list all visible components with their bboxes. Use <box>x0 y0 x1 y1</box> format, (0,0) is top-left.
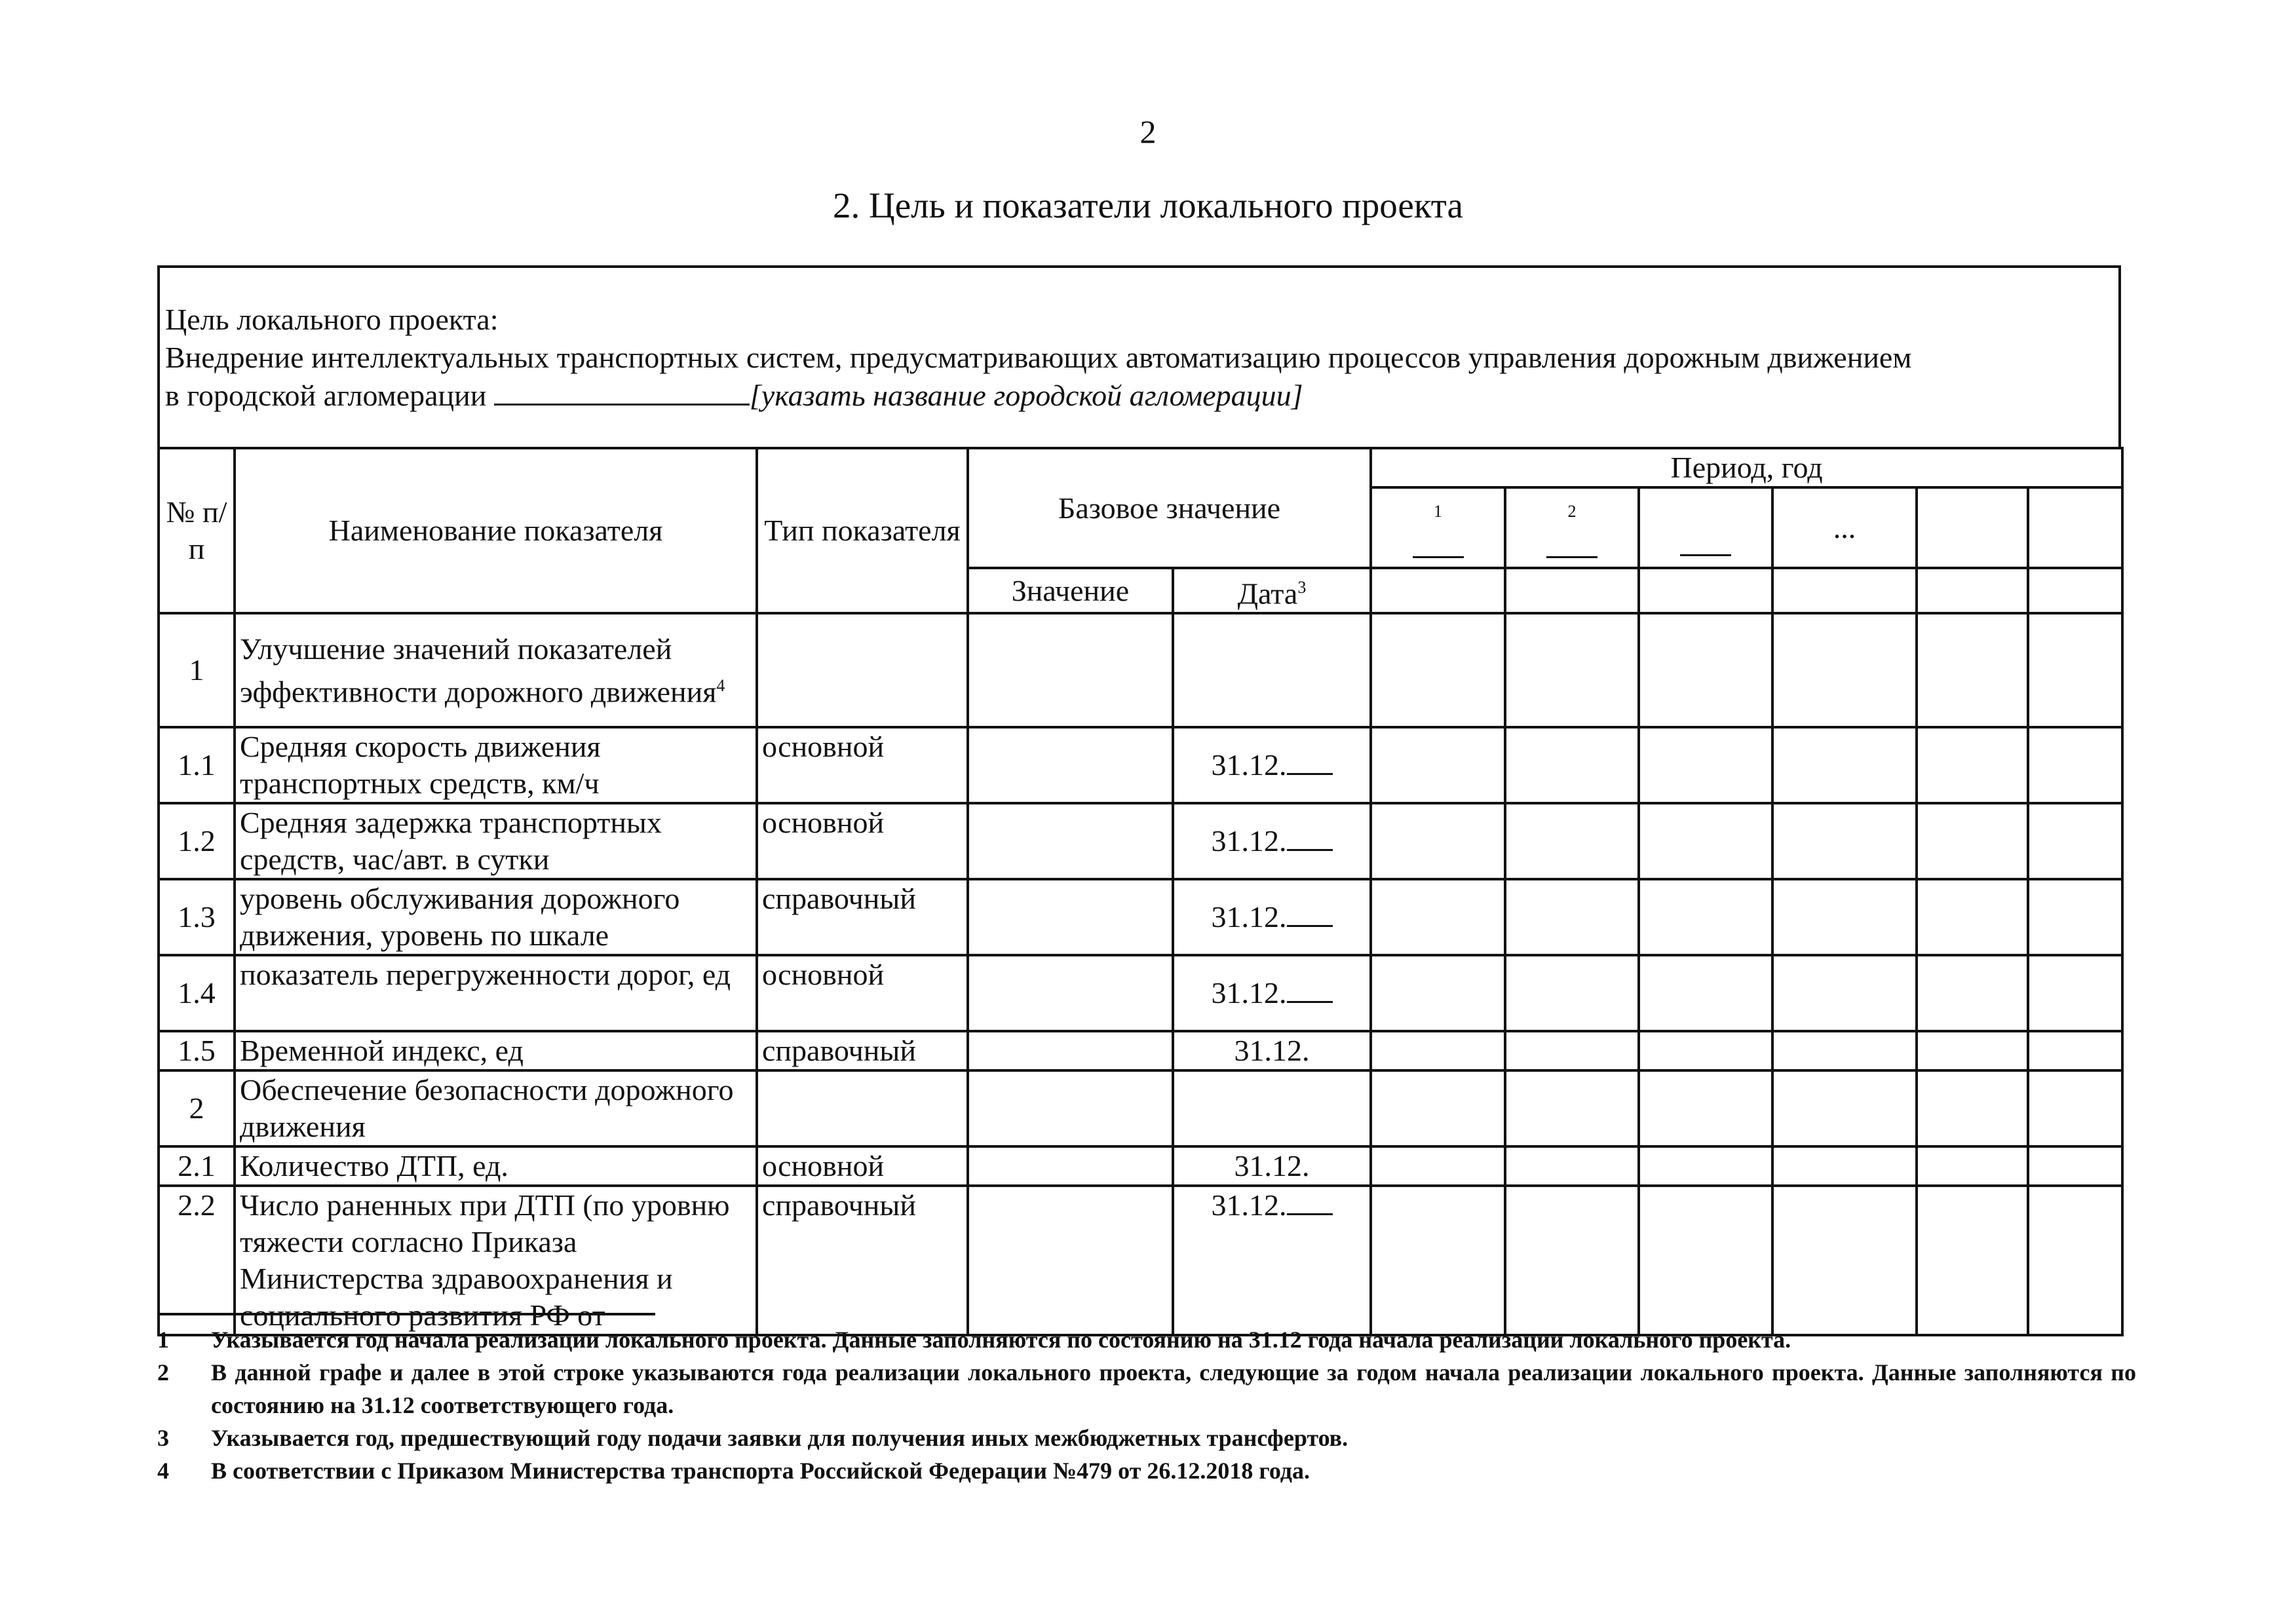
goal-label: Цель локального проекта: <box>165 303 499 336</box>
period-cell <box>2028 955 2122 1031</box>
table-row <box>159 1146 2122 1186</box>
row-value <box>968 955 1173 1031</box>
period-cell <box>2028 1031 2122 1070</box>
row-type: справочный <box>757 879 968 955</box>
table-row <box>159 613 2122 727</box>
table-row <box>159 879 2122 955</box>
row-name: Средняя задержка транспортных средств, час/авт. в сутки <box>235 803 757 879</box>
period-cell <box>1639 727 1772 803</box>
row-value <box>968 1031 1173 1070</box>
indicators-table <box>157 447 2124 1336</box>
row-name: уровень обслуживания дорожного движения, уровень по шкале <box>235 879 757 955</box>
header-period: Период, год <box>1371 448 2122 487</box>
footnote-text: В соответствии с Приказом Министерства транспорта Российской Федерации №479 от 26.12.2018 года. <box>211 1458 1311 1484</box>
period-cell <box>1772 1186 1917 1335</box>
year-ref-1: 1 <box>1434 502 1442 521</box>
row-type: основной <box>757 955 968 1031</box>
row-number: 2.2 <box>159 1186 235 1335</box>
header-date <box>1173 568 1371 613</box>
date-year-blank <box>1287 1190 1333 1215</box>
period-cell <box>1505 955 1639 1031</box>
period-cell <box>1505 1146 1639 1186</box>
year-blank-1 <box>1413 537 1464 558</box>
period-cell <box>1772 613 1917 727</box>
period-cell <box>2028 1146 2122 1186</box>
period-cell <box>1371 613 1505 727</box>
header-year-3 <box>1639 487 1772 568</box>
period-cell <box>1371 803 1505 879</box>
row-name: Обеспечение безопасности дорожного движения <box>235 1070 757 1146</box>
period-cell <box>2028 727 2122 803</box>
date-year-blank <box>1287 825 1333 851</box>
agglomeration-placeholder: [указать название городской агломерации] <box>749 379 1303 412</box>
footnote-number: 4 <box>157 1458 169 1484</box>
header-year-5 <box>1917 487 2028 568</box>
row-name: показатель перегруженности дорог, ед <box>235 955 757 1031</box>
period-cell <box>1917 955 2028 1031</box>
period-cell <box>2028 613 2122 727</box>
period-cell <box>1772 803 1917 879</box>
period-cell <box>1772 1031 1917 1070</box>
period-cell <box>1371 727 1505 803</box>
row-number: 1 <box>159 613 235 727</box>
table-row <box>159 803 2122 879</box>
period-cell <box>1371 955 1505 1031</box>
period-cell <box>1772 727 1917 803</box>
period-cell <box>1505 1070 1639 1146</box>
footnote-number: 2 <box>157 1359 169 1386</box>
header-date-label: Дата <box>1237 576 1298 611</box>
period-cell <box>1639 955 1772 1031</box>
row-value <box>968 613 1173 727</box>
header-value: Значение <box>968 568 1173 613</box>
footnote-text: Указывается год, предшествующий году подачи заявки для получения иных межбюджетных трансфертов. <box>211 1425 1349 1451</box>
row-date-text: 31.12. <box>1211 976 1287 1010</box>
period-cell <box>1371 1031 1505 1070</box>
header-row-1 <box>159 448 2122 487</box>
period-cell <box>1917 879 2028 955</box>
row-date: 31.12. <box>1173 1031 1371 1070</box>
goal-line-2-prefix: в городской агломерации <box>165 379 487 412</box>
row-name <box>235 613 757 727</box>
row-date-text: 31.12. <box>1211 1188 1287 1222</box>
row-type <box>757 1070 968 1146</box>
row-number: 2.1 <box>159 1146 235 1186</box>
period-cell <box>2028 1070 2122 1146</box>
row-date-text: 31.12. <box>1211 824 1287 858</box>
period-cell <box>1505 879 1639 955</box>
period-cell <box>1772 955 1917 1031</box>
agglomeration-blank <box>494 377 750 406</box>
header-name: Наименование показателя <box>235 448 757 613</box>
period-cell <box>2028 568 2122 613</box>
header-year-ellipsis: ... <box>1772 487 1917 568</box>
year-blank-3 <box>1680 535 1731 556</box>
period-cell <box>1505 1186 1639 1335</box>
header-base-value: Базовое значение <box>968 448 1371 568</box>
date-year-blank <box>1287 977 1333 1003</box>
period-cell <box>1772 1070 1917 1146</box>
footnote <box>157 1454 2136 1487</box>
row-type: основной <box>757 803 968 879</box>
row-value <box>968 1070 1173 1146</box>
period-cell <box>1772 568 1917 613</box>
period-cell <box>1917 1070 2028 1146</box>
goal-line-2 <box>165 377 1911 415</box>
row-number: 1.5 <box>159 1031 235 1070</box>
row-number: 1.3 <box>159 879 235 955</box>
period-cell <box>1505 613 1639 727</box>
footnote <box>157 1422 2136 1454</box>
footnote-text: В данной графе и далее в этой строке указываются года реализации локального проекта, следующие за годом начала реализации локального проекта. Данные заполняются по состоянию на 31.12 соответствующего года. <box>211 1359 2136 1418</box>
row-date <box>1173 1070 1371 1146</box>
row-name: Средняя скорость движения транспортных средств, км/ч <box>235 727 757 803</box>
footnote <box>157 1356 2136 1422</box>
table-row <box>159 1031 2122 1070</box>
row-value <box>968 803 1173 879</box>
row-number: 1.4 <box>159 955 235 1031</box>
row-date <box>1173 879 1371 955</box>
row-type: основной <box>757 727 968 803</box>
period-cell <box>1917 803 2028 879</box>
row-name: Временной индекс, ед <box>235 1031 757 1070</box>
period-cell <box>1505 803 1639 879</box>
table-row <box>159 1070 2122 1146</box>
row-name-text: Улучшение значений показателей эффективности дорожного движения <box>240 632 717 708</box>
row-date <box>1173 803 1371 879</box>
footnotes <box>157 1323 2136 1487</box>
period-cell <box>1639 879 1772 955</box>
period-cell <box>1772 1146 1917 1186</box>
row-type: справочный <box>757 1186 968 1335</box>
row-type <box>757 613 968 727</box>
row-number: 2 <box>159 1070 235 1146</box>
row-value <box>968 727 1173 803</box>
period-cell <box>1371 879 1505 955</box>
header-year-2 <box>1505 487 1639 568</box>
row-date-text: 31.12. <box>1211 748 1287 782</box>
period-cell <box>1917 1031 2028 1070</box>
row-type: справочный <box>757 1031 968 1070</box>
project-goal-text <box>165 301 1911 415</box>
period-cell <box>1917 1146 2028 1186</box>
period-cell <box>1917 568 2028 613</box>
year-ref-2: 2 <box>1567 502 1577 521</box>
table-row <box>159 955 2122 1031</box>
row-value <box>968 1146 1173 1186</box>
row-date <box>1173 727 1371 803</box>
period-cell <box>1772 879 1917 955</box>
period-cell <box>1639 803 1772 879</box>
period-cell <box>1371 1070 1505 1146</box>
footnote-number: 1 <box>157 1327 169 1353</box>
date-year-blank <box>1287 749 1333 775</box>
date-year-blank <box>1287 901 1333 927</box>
header-date-ref: 3 <box>1297 578 1307 597</box>
row-date: 31.12. <box>1173 1146 1371 1186</box>
row-date <box>1173 1186 1371 1335</box>
project-goal-box <box>157 265 2121 449</box>
period-cell <box>1917 613 2028 727</box>
header-year-1 <box>1371 487 1505 568</box>
header-year-6 <box>2028 487 2122 568</box>
section-title: 2. Цель и показатели локального проекта <box>833 185 1463 225</box>
row-date <box>1173 955 1371 1031</box>
table-row <box>159 727 2122 803</box>
period-cell <box>2028 1186 2122 1335</box>
footnote-divider <box>157 1313 655 1315</box>
row-name: Число раненных при ДТП (по уровню тяжести согласно Приказа Министерства здравоохранения и социального развития РФ от <box>235 1186 757 1335</box>
row-type: основной <box>757 1146 968 1186</box>
row-name: Количество ДТП, ед. <box>235 1146 757 1186</box>
footnote-number: 3 <box>157 1425 169 1451</box>
period-cell <box>2028 803 2122 879</box>
period-cell <box>1371 1186 1505 1335</box>
period-cell <box>1639 613 1772 727</box>
footnote <box>157 1323 2136 1356</box>
period-cell <box>1917 1186 2028 1335</box>
period-cell <box>1639 568 1772 613</box>
row-number: 1.1 <box>159 727 235 803</box>
row-date <box>1173 613 1371 727</box>
row-value <box>968 1186 1173 1335</box>
period-cell <box>1639 1186 1772 1335</box>
period-cell <box>1505 727 1639 803</box>
row-value <box>968 879 1173 955</box>
period-cell <box>1917 727 2028 803</box>
header-type: Тип показателя <box>757 448 968 613</box>
goal-line-1: Внедрение интеллектуальных транспортных систем, предусматривающих автоматизацию процессов управления дорожным движением <box>165 341 1912 374</box>
period-cell <box>1639 1146 1772 1186</box>
period-cell <box>1639 1070 1772 1146</box>
header-number: № п/п <box>159 448 235 613</box>
row-name-ref: 4 <box>716 675 725 695</box>
page-number: 2 <box>1139 113 1157 150</box>
period-cell <box>1371 568 1505 613</box>
period-cell <box>2028 879 2122 955</box>
period-cell <box>1505 568 1639 613</box>
row-number: 1.2 <box>159 803 235 879</box>
period-cell <box>1639 1031 1772 1070</box>
row-date-text: 31.12. <box>1211 900 1287 934</box>
footnote-text: Указывается год начала реализации локального проекта. Данные заполняются по состоянию на 31.12 года начала реализации локального проекта. <box>211 1327 1791 1353</box>
period-cell <box>1371 1146 1505 1186</box>
period-cell <box>1505 1031 1639 1070</box>
year-blank-2 <box>1546 537 1598 558</box>
